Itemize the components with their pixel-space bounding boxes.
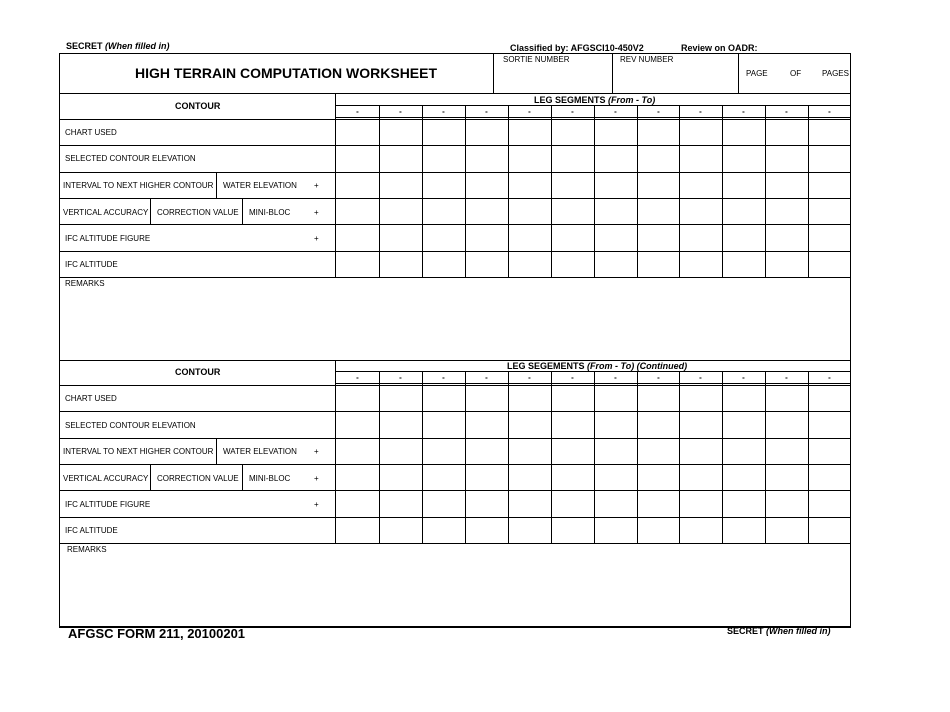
leg-segment-dash: - <box>571 373 574 382</box>
leg-segment-cell[interactable] <box>509 173 550 197</box>
leg-segment-cell[interactable] <box>809 439 850 463</box>
leg-segment-cell[interactable] <box>595 386 636 410</box>
leg-segment-cell[interactable] <box>552 146 593 171</box>
leg-segment-cell[interactable] <box>509 199 550 223</box>
leg-segment-cell[interactable] <box>766 465 807 489</box>
leg-segment-cell[interactable] <box>809 412 850 437</box>
leg-segment-cell[interactable] <box>423 146 464 171</box>
leg-segment-cell[interactable] <box>552 491 593 516</box>
leg-segment-cell[interactable] <box>595 146 636 171</box>
leg-segment-cell[interactable] <box>423 252 464 276</box>
leg-segment-cell[interactable] <box>380 491 421 516</box>
contour-heading: CONTOUR <box>175 101 221 111</box>
leg-segment-cell[interactable] <box>337 465 378 489</box>
leg-segment-cell[interactable] <box>466 120 507 144</box>
leg-segment-cell[interactable] <box>380 252 421 276</box>
leg-segment-cell[interactable] <box>552 518 593 542</box>
leg-segment-cell[interactable] <box>595 518 636 542</box>
leg-segment-cell[interactable] <box>337 120 378 144</box>
leg-segment-dash: - <box>657 373 660 382</box>
leg-segment-cell[interactable] <box>552 225 593 250</box>
leg-segment-cell[interactable] <box>766 173 807 197</box>
leg-segment-cell[interactable] <box>466 199 507 223</box>
leg-segment-cell[interactable] <box>766 412 807 437</box>
leg-segment-cell[interactable] <box>337 439 378 463</box>
leg-segment-cell[interactable] <box>466 491 507 516</box>
leg-segment-cell[interactable] <box>423 199 464 223</box>
leg-segment-cell[interactable] <box>380 173 421 197</box>
leg-segment-cell[interactable] <box>766 491 807 516</box>
leg-segment-cell[interactable] <box>680 173 721 197</box>
leg-segment-dash: - <box>614 107 617 116</box>
leg-segment-dash: - <box>485 373 488 382</box>
leg-segment-cell[interactable] <box>723 412 764 437</box>
leg-segment-cell[interactable] <box>466 173 507 197</box>
leg-segment-cell[interactable] <box>509 465 550 489</box>
leg-segment-dash: - <box>571 107 574 116</box>
leg-segment-cell[interactable] <box>552 386 593 410</box>
leg-segment-cell[interactable] <box>595 173 636 197</box>
review-on-oadr: Review on OADR: <box>681 43 758 53</box>
leg-segment-cell[interactable] <box>680 518 721 542</box>
chart-used-label: CHART USED <box>65 394 117 403</box>
leg-segment-cell[interactable] <box>595 412 636 437</box>
leg-segment-cell[interactable] <box>595 120 636 144</box>
leg-segment-cell[interactable] <box>723 386 764 410</box>
of-label: OF <box>790 69 802 78</box>
leg-segment-cell[interactable] <box>766 225 807 250</box>
leg-segment-cell[interactable] <box>423 386 464 410</box>
leg-segment-cell[interactable] <box>680 412 721 437</box>
leg-segment-dash: - <box>485 107 488 116</box>
leg-segment-cell[interactable] <box>466 252 507 276</box>
leg-segment-dash: - <box>356 107 359 116</box>
leg-segment-cell[interactable] <box>423 491 464 516</box>
leg-segment-dash: - <box>699 373 702 382</box>
leg-segment-dash: - <box>399 107 402 116</box>
leg-segment-cell[interactable] <box>380 199 421 223</box>
chart-used-label: CHART USED <box>65 128 117 137</box>
leg-segment-cell[interactable] <box>337 225 378 250</box>
leg-segment-cell[interactable] <box>638 491 679 516</box>
pages-label: PAGES <box>822 69 849 78</box>
leg-segment-cell[interactable] <box>552 465 593 489</box>
leg-segment-dash: - <box>399 373 402 382</box>
leg-segment-cell[interactable] <box>723 146 764 171</box>
leg-segment-cell[interactable] <box>638 199 679 223</box>
vertical-accuracy-label: VERTICAL ACCURACY <box>63 208 149 217</box>
leg-segment-cell[interactable] <box>595 439 636 463</box>
leg-segment-cell[interactable] <box>680 465 721 489</box>
leg-segment-cell[interactable] <box>680 252 721 276</box>
form-title: HIGH TERRAIN COMPUTATION WORKSHEET <box>135 65 438 81</box>
leg-segment-cell[interactable] <box>809 199 850 223</box>
interval-label: INTERVAL TO NEXT HIGHER CONTOUR <box>63 181 214 190</box>
leg-segment-cell[interactable] <box>552 120 593 144</box>
remarks-label: REMARKS <box>67 545 107 554</box>
leg-segment-cell[interactable] <box>380 120 421 144</box>
leg-segment-dash: - <box>528 107 531 116</box>
leg-segment-cell[interactable] <box>337 252 378 276</box>
leg-segment-dash: - <box>828 107 831 116</box>
top-security-marking: SECRET (When filled in) <box>66 41 170 51</box>
rev-number-field[interactable] <box>614 66 737 92</box>
form-number: AFGSC FORM 211, 20100201 <box>68 626 246 641</box>
leg-segment-cell[interactable] <box>380 465 421 489</box>
water-elevation-label: WATER ELEVATION <box>223 181 297 190</box>
leg-segment-cell[interactable] <box>509 518 550 542</box>
leg-segment-cell[interactable] <box>552 412 593 437</box>
leg-segment-dash: - <box>828 373 831 382</box>
leg-segment-cell[interactable] <box>337 199 378 223</box>
leg-segment-dash: - <box>699 107 702 116</box>
leg-segment-cell[interactable] <box>680 120 721 144</box>
remarks-field[interactable] <box>61 556 849 622</box>
leg-segment-cell[interactable] <box>509 146 550 171</box>
classified-by: Classified by: AFGSCI10-450V2 <box>510 43 644 53</box>
leg-segment-cell[interactable] <box>680 146 721 171</box>
leg-segment-cell[interactable] <box>766 252 807 276</box>
remarks-label: REMARKS <box>65 279 105 288</box>
leg-segment-dash: - <box>742 373 745 382</box>
leg-segment-cell[interactable] <box>723 225 764 250</box>
leg-segment-cell[interactable] <box>723 439 764 463</box>
leg-segment-cell[interactable] <box>380 225 421 250</box>
leg-segment-dash: - <box>528 373 531 382</box>
leg-segment-cell[interactable] <box>337 146 378 171</box>
leg-segment-cell[interactable] <box>595 199 636 223</box>
selected-contour-label: SELECTED CONTOUR ELEVATION <box>65 154 196 163</box>
leg-segment-cell[interactable] <box>423 465 464 489</box>
leg-segment-cell[interactable] <box>638 412 679 437</box>
leg-segment-cell[interactable] <box>809 252 850 276</box>
leg-segment-dash: - <box>657 107 660 116</box>
leg-segment-cell[interactable] <box>337 386 378 410</box>
leg-segment-cell[interactable] <box>423 225 464 250</box>
leg-segment-cell[interactable] <box>723 120 764 144</box>
sortie-number-label: SORTIE NUMBER <box>503 55 570 64</box>
leg-segment-cell[interactable] <box>723 491 764 516</box>
leg-segment-cell[interactable] <box>380 146 421 171</box>
leg-segment-cell[interactable] <box>766 199 807 223</box>
leg-segment-cell[interactable] <box>466 146 507 171</box>
ifc-altitude-label: IFC ALTITUDE <box>65 526 118 535</box>
leg-segment-cell[interactable] <box>638 386 679 410</box>
leg-segment-cell[interactable] <box>337 491 378 516</box>
leg-segment-cell[interactable] <box>723 199 764 223</box>
leg-segment-cell[interactable] <box>680 386 721 410</box>
leg-segment-cell[interactable] <box>766 386 807 410</box>
leg-segment-cell[interactable] <box>337 173 378 197</box>
leg-segment-cell[interactable] <box>723 465 764 489</box>
leg-segment-cell[interactable] <box>809 120 850 144</box>
leg-segment-cell[interactable] <box>337 412 378 437</box>
mini-bloc-label: MINI-BLOC <box>249 208 291 217</box>
leg-segment-cell[interactable] <box>638 252 679 276</box>
leg-segment-cell[interactable] <box>595 252 636 276</box>
leg-segment-dash: - <box>614 373 617 382</box>
plus-sign: + <box>314 474 319 483</box>
leg-segment-cell[interactable] <box>466 412 507 437</box>
leg-segment-cell[interactable] <box>809 386 850 410</box>
leg-segment-cell[interactable] <box>509 225 550 250</box>
leg-segment-cell[interactable] <box>509 120 550 144</box>
leg-segment-cell[interactable] <box>638 439 679 463</box>
leg-segment-cell[interactable] <box>552 252 593 276</box>
sortie-number-field[interactable] <box>495 66 611 92</box>
leg-segment-dash: - <box>785 107 788 116</box>
leg-segment-cell[interactable] <box>638 146 679 171</box>
leg-segment-cell[interactable] <box>466 386 507 410</box>
leg-segment-cell[interactable] <box>509 412 550 437</box>
leg-segment-cell[interactable] <box>595 465 636 489</box>
leg-segment-cell[interactable] <box>466 225 507 250</box>
leg-segment-cell[interactable] <box>638 518 679 542</box>
leg-segment-cell[interactable] <box>638 120 679 144</box>
leg-segment-cell[interactable] <box>380 439 421 463</box>
leg-segments-continued-heading: LEG SEGEMENTS (From - To) (Continued) <box>507 361 688 371</box>
leg-segment-cell[interactable] <box>552 439 593 463</box>
leg-segment-cell[interactable] <box>509 386 550 410</box>
leg-segment-cell[interactable] <box>337 518 378 542</box>
leg-segment-dash: - <box>356 373 359 382</box>
leg-segment-cell[interactable] <box>809 146 850 171</box>
contour-heading: CONTOUR <box>175 367 221 377</box>
leg-segment-dash: - <box>785 373 788 382</box>
leg-segment-cell[interactable] <box>509 252 550 276</box>
leg-segment-cell[interactable] <box>723 518 764 542</box>
leg-segment-cell[interactable] <box>809 173 850 197</box>
plus-sign: + <box>314 500 319 509</box>
leg-segment-cell[interactable] <box>638 173 679 197</box>
leg-segment-cell[interactable] <box>380 518 421 542</box>
leg-segment-cell[interactable] <box>380 386 421 410</box>
leg-segment-cell[interactable] <box>638 225 679 250</box>
leg-segment-cell[interactable] <box>809 465 850 489</box>
leg-segment-cell[interactable] <box>423 439 464 463</box>
ifc-altitude-figure-label: IFC ALTITUDE FIGURE <box>65 234 151 243</box>
leg-segment-cell[interactable] <box>423 518 464 542</box>
remarks-field[interactable] <box>61 290 849 358</box>
plus-sign: + <box>314 234 319 243</box>
leg-segment-cell[interactable] <box>595 491 636 516</box>
leg-segment-cell[interactable] <box>423 120 464 144</box>
leg-segment-cell[interactable] <box>680 225 721 250</box>
leg-segment-cell[interactable] <box>723 173 764 197</box>
leg-segment-cell[interactable] <box>466 439 507 463</box>
leg-segments-heading: LEG SEGMENTS (From - To) <box>534 95 656 105</box>
leg-segment-cell[interactable] <box>680 439 721 463</box>
plus-sign: + <box>314 447 319 456</box>
bottom-security-marking: SECRET (When filled in) <box>727 626 831 636</box>
leg-segment-cell[interactable] <box>466 518 507 542</box>
leg-segment-cell[interactable] <box>723 252 764 276</box>
leg-segment-cell[interactable] <box>680 199 721 223</box>
leg-segment-cell[interactable] <box>638 465 679 489</box>
plus-sign: + <box>314 181 319 190</box>
plus-sign: + <box>314 208 319 217</box>
leg-segment-cell[interactable] <box>552 173 593 197</box>
leg-segment-cell[interactable] <box>595 225 636 250</box>
leg-segment-cell[interactable] <box>552 199 593 223</box>
leg-segment-dash: - <box>442 107 445 116</box>
leg-segment-cell[interactable] <box>809 491 850 516</box>
leg-segment-cell[interactable] <box>680 491 721 516</box>
leg-segment-cell[interactable] <box>509 491 550 516</box>
leg-segment-cell[interactable] <box>809 518 850 542</box>
interval-label: INTERVAL TO NEXT HIGHER CONTOUR <box>63 447 214 456</box>
leg-segment-cell[interactable] <box>423 412 464 437</box>
leg-segment-cell[interactable] <box>423 173 464 197</box>
leg-segment-cell[interactable] <box>766 439 807 463</box>
mini-bloc-label: MINI-BLOC <box>249 474 291 483</box>
leg-segment-cell[interactable] <box>809 225 850 250</box>
correction-value-label: CORRECTION VALUE <box>157 474 239 483</box>
rev-number-label: REV NUMBER <box>620 55 674 64</box>
leg-segment-cell[interactable] <box>380 412 421 437</box>
water-elevation-label: WATER ELEVATION <box>223 447 297 456</box>
page-label: PAGE <box>746 69 768 78</box>
leg-segment-cell[interactable] <box>766 518 807 542</box>
leg-segment-cell[interactable] <box>766 146 807 171</box>
leg-segment-cell[interactable] <box>766 120 807 144</box>
correction-value-label: CORRECTION VALUE <box>157 208 239 217</box>
leg-segment-cell[interactable] <box>509 439 550 463</box>
leg-segment-dash: - <box>442 373 445 382</box>
vertical-accuracy-label: VERTICAL ACCURACY <box>63 474 149 483</box>
ifc-altitude-figure-label: IFC ALTITUDE FIGURE <box>65 500 151 509</box>
leg-segment-cell[interactable] <box>466 465 507 489</box>
leg-segment-dash: - <box>742 107 745 116</box>
selected-contour-label: SELECTED CONTOUR ELEVATION <box>65 421 196 430</box>
ifc-altitude-label: IFC ALTITUDE <box>65 260 118 269</box>
